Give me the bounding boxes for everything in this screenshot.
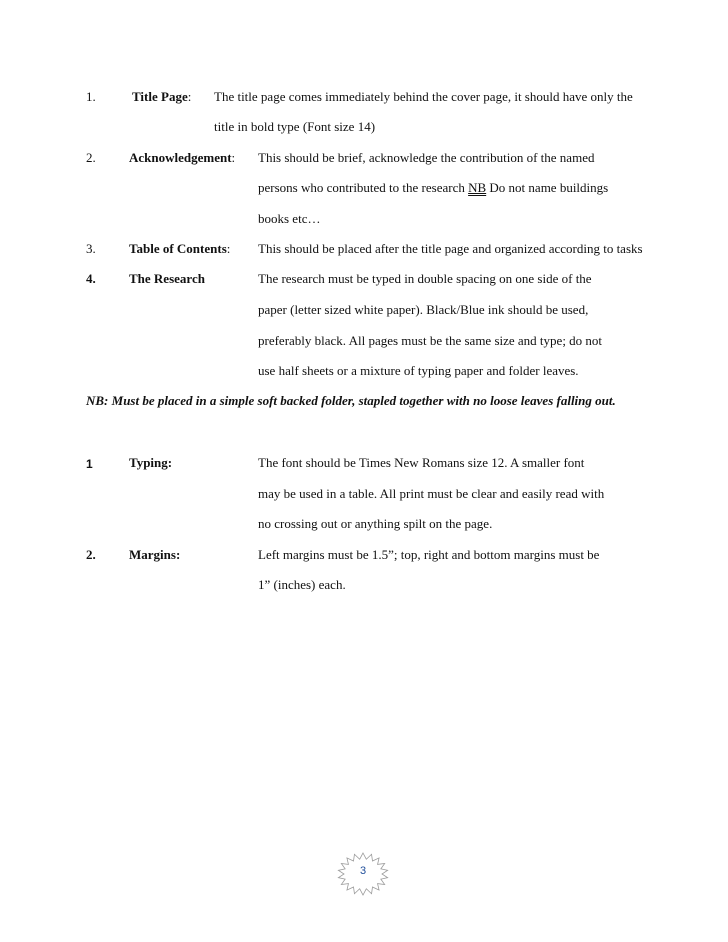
item-label-table-of-contents: Table of Contents: — [129, 241, 231, 256]
item-text-line: use half sheets or a mixture of typing paper and folder leaves. — [258, 363, 579, 378]
item-text-line: preferably black. All pages must be the same size and type; do not — [258, 333, 603, 348]
item-label-acknowledgement: Acknowledgement: — [129, 150, 236, 165]
item-number: 2. — [86, 150, 96, 165]
item-text-line: The research must be typed in double spacing on one side of the — [258, 271, 592, 286]
item-label-margins: Margins: — [129, 547, 181, 562]
item-label-typing: Typing: — [129, 455, 173, 470]
item-number: 3. — [86, 241, 96, 256]
item-text-line: no crossing out or anything spilt on the page. — [258, 516, 493, 531]
nb-abbreviation: NB — [468, 180, 487, 195]
item-number: 1. — [86, 89, 96, 104]
item-number: 1 — [86, 457, 93, 471]
item-text-line: title in bold type (Font size 14) — [214, 119, 376, 134]
item-text-line: 1” (inches) each. — [258, 577, 346, 592]
item-text-line: persons who contributed to the research NB Do not name buildings — [258, 180, 609, 195]
folder-note: NB: Must be placed in a simple soft backed folder, stapled together with no loose leaves falling out. — [86, 393, 616, 408]
item-text-line: may be used in a table. All print must be clear and easily read with — [258, 486, 605, 501]
item-text-line: Left margins must be 1.5”; top, right and bottom margins must be — [258, 547, 600, 562]
page-number: 3 — [359, 865, 367, 877]
item-label-the-research: The Research — [129, 271, 205, 286]
item-label-title-page: Title Page: — [132, 89, 192, 104]
item-text-line: This should be brief, acknowledge the contribution of the named — [258, 150, 595, 165]
item-text-line: books etc… — [258, 211, 321, 226]
item-text-line: The font should be Times New Romans size 12. A smaller font — [258, 455, 585, 470]
item-number: 2. — [86, 547, 96, 562]
item-text-line: This should be placed after the title page and organized according to tasks — [258, 241, 643, 256]
item-number: 4. — [86, 271, 96, 286]
item-text-line: The title page comes immediately behind the cover page, it should have only the — [214, 89, 633, 104]
item-text-line: paper (letter sized white paper). Black/Blue ink should be used, — [258, 302, 589, 317]
